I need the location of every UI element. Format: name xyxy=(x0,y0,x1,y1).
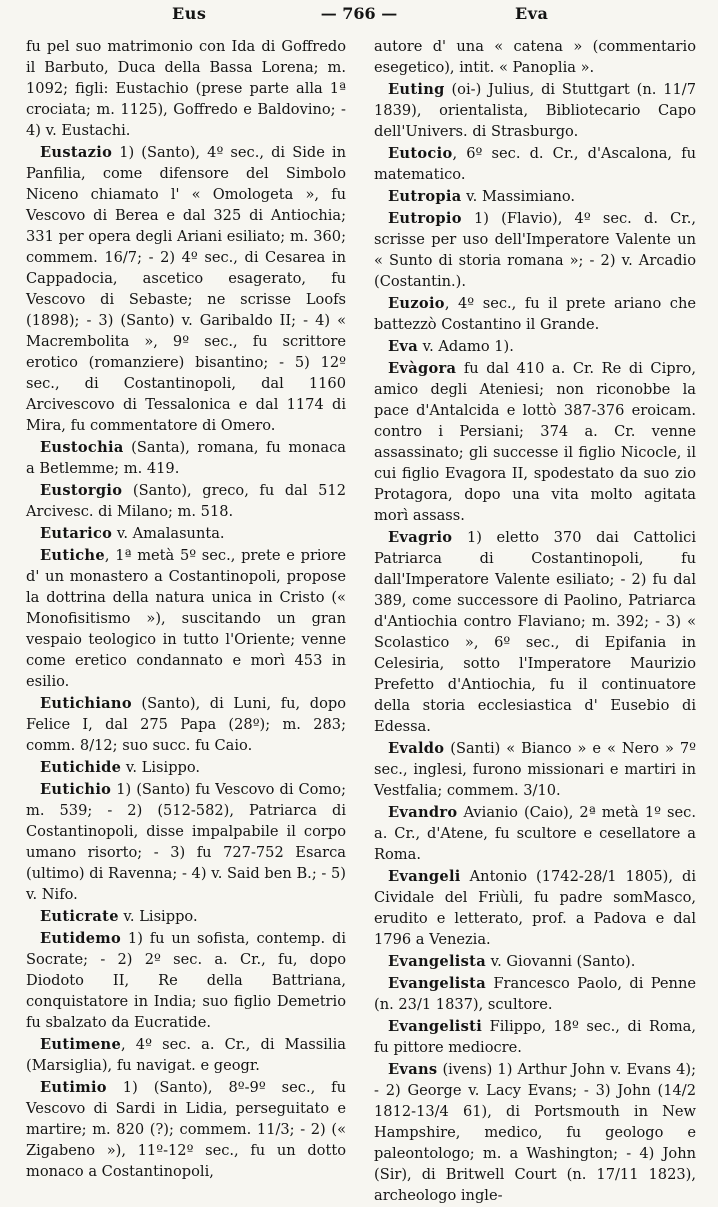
entry-text: 1) (Santo), 8º-9º sec., fu Vescovo di Sardi in Lidia, perseguitato e martire; m. 820 (?); commem. 11/3; - 2) (« Zigabeno »), 11º-12º sec., fu un dotto monaco a Costantinopoli, xyxy=(26,1079,346,1180)
dictionary-entry xyxy=(374,802,696,865)
dictionary-entry xyxy=(374,1016,696,1058)
dictionary-entry xyxy=(26,1077,346,1182)
entry-headword: Eva xyxy=(388,338,418,355)
dictionary-entry xyxy=(374,358,696,526)
entry-text: v. Adamo 1). xyxy=(417,338,514,355)
dictionary-entry xyxy=(26,1034,346,1076)
dictionary-entry xyxy=(374,79,696,142)
entry-headword: Evaldo xyxy=(388,740,445,757)
entry-headword: Eutocio xyxy=(388,145,453,162)
entry-text: fu dal 410 a. Cr. Re di Cipro, amico degli Ateniesi; non riconobbe la pace d'Antalcida e lottò 387-376 eroicam. contro i Persiani; 374 a. Cr. venne assassinato; gli successe il figlio Nicocle, il cui figlio Evagora II, spodestato da suo zio Protagora, dopo una vita molto agitata morì assass. xyxy=(374,360,696,524)
header-left-guide-word: Eus xyxy=(172,4,207,23)
entry-text: , 4º sec. a. Cr., di Massilia (Marsiglia), fu navigat. e geogr. xyxy=(26,1036,346,1074)
dictionary-entry xyxy=(374,336,696,357)
dictionary-entry xyxy=(374,36,696,78)
running-header xyxy=(0,2,718,28)
entry-text: (Santi) « Bianco » e « Nero » 7º sec., inglesi, furono missionari e martiri in Vestfalia; commem. 3/10. xyxy=(374,740,696,799)
dictionary-entry xyxy=(374,293,696,335)
dictionary-entry xyxy=(26,545,346,692)
dictionary-entry xyxy=(26,928,346,1033)
dictionary-entry xyxy=(26,779,346,905)
dictionary-entry xyxy=(26,142,346,436)
entry-text: (ivens) 1) Arthur John v. Evans 4); - 2) George v. Lacy Evans; - 3) John (14/2 1812-13/4 61), di Portsmouth in New Hampshire, medico, fu geologo e paleontologo; m. a Washington; - 4) John (Sir), di Britwell Court (n. 17/11 1823), archeologo ingle- xyxy=(374,1061,696,1204)
entry-headword: Evangelista xyxy=(388,953,486,970)
entry-text: fu pel suo matrimonio con Ida di Goffredo il Barbuto, Duca della Bassa Lorena; m. 1092; figli: Eustachio (prese parte alla 1ª crociata; m. 1125), Goffredo e Baldovino; - 4) v. Eustachi. xyxy=(26,38,346,139)
entry-text: autore d' una « catena » (commentario esegetico), intit. « Panoplia ». xyxy=(374,38,696,76)
dictionary-entry xyxy=(26,523,346,544)
entry-text: (Santa), romana, fu monaca a Betlemme; m. 419. xyxy=(26,439,346,477)
dictionary-entry xyxy=(374,738,696,801)
entry-text: (Santo), di Luni, fu, dopo Felice I, dal 275 Papa (28º); m. 283; comm. 8/12; suo succ. fu Caio. xyxy=(26,695,346,754)
entry-text: , 4º sec., fu il prete ariano che battezzò Costantino il Grande. xyxy=(374,295,696,333)
entry-text: (Santo), greco, fu dal 512 Arcivesc. di Milano; m. 518. xyxy=(26,482,346,520)
entry-text: Francesco Paolo, di Penne (n. 23/1 1837), scultore. xyxy=(374,975,696,1013)
entry-headword: Euting xyxy=(388,81,445,98)
header-right-guide-word: Eva xyxy=(515,4,549,23)
entry-text: v. Lisippo. xyxy=(121,759,201,776)
entry-headword: Evangelisti xyxy=(388,1018,483,1035)
dictionary-entry xyxy=(26,36,346,141)
dictionary-entry xyxy=(374,143,696,185)
entry-text: 1) (Santo), 4º sec., di Side in Panfilia, come difensore del Simbolo Niceno chiamato l' « Omologeta », fu Vescovo di Berea e dal 325 di Antiochia; 331 per opera degli Ariani esiliato; m. 360; commem. 16/7; - 2) 4º sec., di Cesarea in Cappadocia, ascetico esagerato, fu Vescovo di Sebaste; ne scrisse Loofs (1898); - 3) (Santo) v. Garibaldo II; - 4) « Macrembolita », 9º sec., fu scrittore erotico (romanziere) bisantino; - 5) 12º sec., di Costantinopoli, dal 1160 Arcivescovo di Tessalonica e dal 1174 di Mira, fu commentatore di Omero. xyxy=(26,144,346,434)
entry-headword: Eutiche xyxy=(40,547,105,564)
left-column xyxy=(26,36,346,1183)
entry-headword: Evangelista xyxy=(388,975,486,992)
right-column xyxy=(374,36,696,1207)
entry-headword: Eutropio xyxy=(388,210,462,227)
entry-headword: Eutichiano xyxy=(40,695,132,712)
entry-text: v. Giovanni (Santo). xyxy=(485,953,636,970)
entry-headword: Eutimene xyxy=(40,1036,122,1053)
entry-headword: Evandro xyxy=(388,804,458,821)
dictionary-entry xyxy=(26,437,346,479)
entry-text: , 6º sec. d. Cr., d'Ascalona, fu matematico. xyxy=(374,145,696,183)
dictionary-entry xyxy=(374,973,696,1015)
entry-headword: Eustochia xyxy=(40,439,124,456)
entry-text: v. Lisippo. xyxy=(118,908,198,925)
entry-text: Filippo, 18º sec., di Roma, fu pittore mediocre. xyxy=(374,1018,696,1056)
entry-headword: Eutarico xyxy=(40,525,113,542)
entry-text: v. Massimiano. xyxy=(461,188,576,205)
entry-headword: Evàgora xyxy=(388,360,457,377)
entry-headword: Evagrio xyxy=(388,529,453,546)
entry-headword: Eutropia xyxy=(388,188,462,205)
entry-headword: Eustazio xyxy=(40,144,113,161)
entry-text: 1) (Santo) fu Vescovo di Como; m. 539; - 2) (512-582), Patriarca di Costantinopoli, disse impalpabile il corpo umano risorto; - 3) fu 727-752 Esarca (ultimo) di Ravenna; - 4) v. Said ben B.; - 5) v. Nifo. xyxy=(26,781,346,903)
entry-text: Antonio (1742-28/1 1805), di Cividale del Friùli, fu padre somMasco, erudito e letterato, prof. a Padova e dal 1796 a Venezia. xyxy=(374,868,696,948)
entry-headword: Evans xyxy=(388,1061,438,1078)
entry-headword: Eutidemo xyxy=(40,930,122,947)
dictionary-entry xyxy=(374,527,696,737)
entry-text: 1) fu un sofista, contemp. di Socrate; - 2) 2º sec. a. Cr., fu, dopo Diodoto II, Re della Battriana, conquistatore in India; suo figlio Demetrio fu sbalzato da Eucratide. xyxy=(26,930,346,1031)
entry-headword: Eutichide xyxy=(40,759,122,776)
dictionary-entry xyxy=(374,186,696,207)
entry-headword: Euticrate xyxy=(40,908,119,925)
dictionary-entry xyxy=(26,757,346,778)
dictionary-entry xyxy=(26,906,346,927)
entry-headword: Eustorgio xyxy=(40,482,123,499)
dictionary-entry xyxy=(374,208,696,292)
entry-headword: Evangeli xyxy=(388,868,461,885)
page-number: — 766 — xyxy=(320,4,398,23)
entry-text: 1) eletto 370 dai Cattolici Patriarca di Costantinopoli, fu dall'Imperatore Valente esiliato; - 2) fu dal 389, come successore di Paolino, Patriarca d'Antiochia contro Flaviano; m. 392; - 3) « Scolastico », 6º sec., di Epifania in Celesiria, sotto l'Imperatore Maurizio Prefetto d'Antiochia, fu il continuatore della storia ecclesiastica d' Eusebio di Edessa. xyxy=(374,529,696,735)
dictionary-entry xyxy=(374,866,696,950)
entry-text: Avianio (Caio), 2ª metà 1º sec. a. Cr., d'Atene, fu scultore e cesellatore a Roma. xyxy=(374,804,696,863)
dictionary-entry xyxy=(26,480,346,522)
entry-text: 1) (Flavio), 4º sec. d. Cr., scrisse per uso dell'Imperatore Valente un « Sunto di storia romana »; - 2) v. Arcadio (Costantin.). xyxy=(374,210,696,290)
entry-headword: Eutichio xyxy=(40,781,112,798)
dictionary-entry xyxy=(374,951,696,972)
entry-text: v. Amalasunta. xyxy=(112,525,225,542)
entry-text: , 1ª metà 5º sec., prete e priore d' un monastero a Costantinopoli, propose la dottrina della natura unica in Cristo (« Monofisitismo »), suscitando un gran vespaio teologico in tutto l'Oriente; venne come eretico condannato e morì 453 in esilio. xyxy=(26,547,346,690)
entry-text: (oi-) Julius, di Stuttgart (n. 11/7 1839), orientalista, Bibliotecario Capo dell'Univers. di Strasburgo. xyxy=(374,81,696,140)
dictionary-entry xyxy=(26,693,346,756)
entry-headword: Euzoio xyxy=(388,295,445,312)
entry-headword: Eutimio xyxy=(40,1079,107,1096)
